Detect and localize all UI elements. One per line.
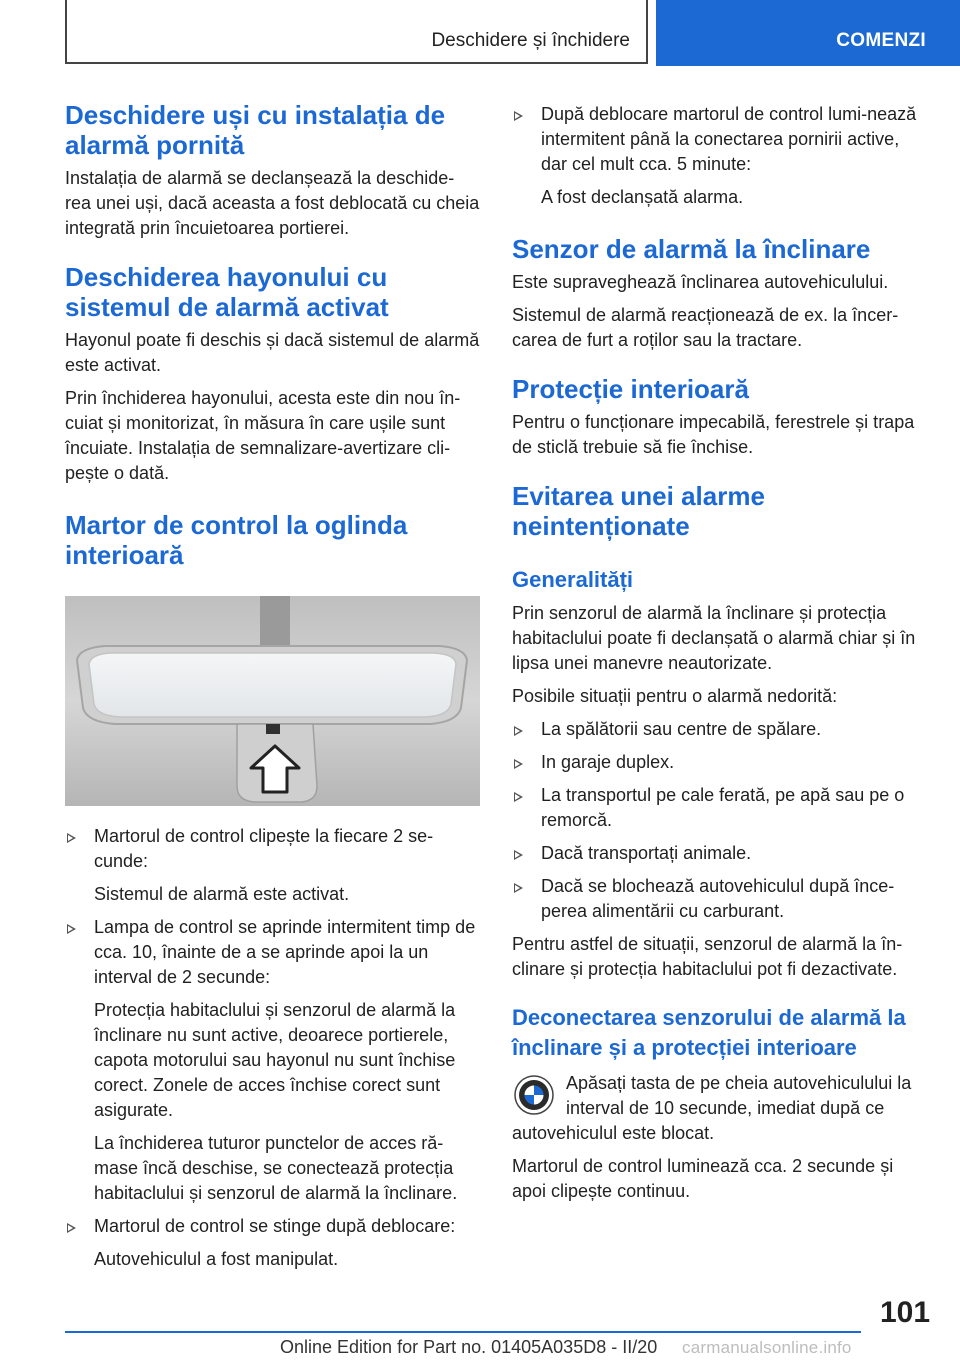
list-item-subtext: A fost declanșată alarma. (541, 187, 744, 207)
triangle-bullet-icon (514, 759, 523, 769)
page-header (0, 0, 960, 66)
left-column (65, 100, 480, 1272)
paragraph: Instalația de alarmă se declanșează la deschide-rea unei uși, dacă aceasta a fost deblocată cu cheia integrată prin încuietoarea portierei. (65, 168, 480, 238)
footer-watermark: carmanualsonline.info (682, 1338, 852, 1357)
paragraph: Prin senzorul de alarmă la înclinare și protecția habitaclului poate fi declanșată o alarmă chiar și în lipsa unei manevre neautorizate. (512, 603, 916, 673)
header-section-title: Deschidere și închidere (431, 30, 630, 51)
list-item-text: La transportul pe cale ferată, pe apă sau pe o remorcă. (541, 785, 905, 830)
list-item-text: In garaje duplex. (541, 752, 675, 772)
header-chapter-tab: COMENZI (656, 0, 960, 66)
list-item (512, 717, 926, 742)
heading-tilt-sensor: Senzor de alarmă la înclinare (512, 234, 871, 264)
list-item (512, 102, 926, 210)
list-item-subtext: Protecția habitaclului și senzorul de alarmă la înclinare nu sunt active, deoarece portierele, capota motorului sau hayonul nu sunt închise corect. Zonele de acces închise corect sunt asigurate. (94, 1000, 456, 1120)
footer-edition: Online Edition for Part no. 01405A035D8 - II/20 (280, 1337, 658, 1357)
list-item-subtext: Autovehiculul a fost manipulat. (94, 1249, 339, 1269)
footer-divider (65, 1331, 861, 1333)
paragraph: Posibile situații pentru o alarmă nedorită: (512, 686, 838, 706)
list-item (512, 874, 926, 924)
key-button-instruction (512, 1071, 926, 1146)
triangle-bullet-icon (514, 850, 523, 860)
list-item (512, 750, 926, 775)
paragraph: Apăsați tasta de pe cheia autovehiculului la interval de 10 secunde, imediat după ce autovehiculul este blocat. (512, 1073, 912, 1143)
list-item-text: După deblocare martorul de control lumi-nează intermitent până la conectarea pornirii active, dar cel mult cca. 5 minute: (541, 104, 917, 174)
list-item (512, 783, 926, 833)
list-item-subtext: Sistemul de alarmă este activat. (94, 884, 350, 904)
heading-tailgate-alarm: Deschiderea hayonului cu sistemul de alarmă activat (65, 262, 389, 322)
heading-mirror-indicator: Martor de control la oglinda interioară (65, 510, 408, 570)
paragraph: Sistemul de alarmă reacționează de ex. la încer-carea de furt a roților sau la tractare. (512, 305, 899, 350)
triangle-bullet-icon (514, 111, 523, 121)
triangle-bullet-icon (67, 1223, 76, 1233)
list-item-text: Dacă se blochează autovehiculul după înce-perea alimentării cu carburant. (541, 876, 895, 921)
triangle-bullet-icon (67, 833, 76, 843)
heading-deactivate-sensor: Deconectarea senzorului de alarmă la înclinare și a protecției interioare (512, 1005, 906, 1060)
list-item-text: Martorul de control clipește la fiecare 2 se-cunde: (94, 826, 434, 871)
rearview-mirror-image (65, 596, 480, 806)
indicator-list-continued (512, 102, 926, 210)
paragraph: Prin închiderea hayonului, acesta este din nou în-cuiat și monitorizat, în măsura în care ușile sunt încuiate. Instalația de semnalizare-avertizare cli-pește o dată. (65, 388, 461, 483)
triangle-bullet-icon (514, 883, 523, 893)
list-item-text: La spălătorii sau centre de spălare. (541, 719, 822, 739)
heading-general: Generalități (512, 567, 634, 592)
list-item (512, 841, 926, 866)
paragraph: Este supraveghează înclinarea autovehiculului. (512, 272, 889, 292)
indicator-list (65, 824, 480, 1272)
list-item-text: Martorul de control se stinge după deblocare: (94, 1216, 456, 1236)
paragraph: Pentru o funcționare impecabilă, ferestrele și trapa de sticlă trebuie să fie închise. (512, 412, 915, 457)
list-item (65, 915, 480, 1206)
heading-interior-protection: Protecție interioară (512, 374, 749, 404)
paragraph: Hayonul poate fi deschis și dacă sistemul de alarmă este activat. (65, 330, 480, 375)
triangle-bullet-icon (67, 924, 76, 934)
heading-avoid-alarm: Evitarea unei alarme neintenționate (512, 481, 765, 541)
right-column (512, 100, 926, 1204)
header-section-box (65, 0, 648, 64)
page-number: 101 (880, 1296, 931, 1329)
heading-door-alarm: Deschidere uși cu instalația de alarmă pornită (65, 100, 446, 160)
triangle-bullet-icon (514, 726, 523, 736)
triangle-bullet-icon (514, 792, 523, 802)
list-item (65, 1214, 480, 1272)
bmw-key-button-icon (514, 1075, 554, 1115)
list-item-text: Dacă transportați animale. (541, 843, 752, 863)
paragraph: Pentru astfel de situații, senzorul de alarmă la în-clinare și protecția habitaclului pot fi dezactivate. (512, 934, 903, 979)
paragraph: Martorul de control luminează cca. 2 secunde și apoi clipește continuu. (512, 1156, 894, 1201)
list-item (65, 824, 480, 907)
list-item-subtext: La închiderea tuturor punctelor de acces ră-mase încă deschise, se conectează protecția habitaclului și senzorul de alarmă la înclinare. (94, 1133, 458, 1203)
unwanted-alarm-list (512, 717, 926, 924)
list-item-text: Lampa de control se aprinde intermitent timp de cca. 10, înainte de a se aprinde apoi la un interval de 2 secunde: (94, 917, 476, 987)
